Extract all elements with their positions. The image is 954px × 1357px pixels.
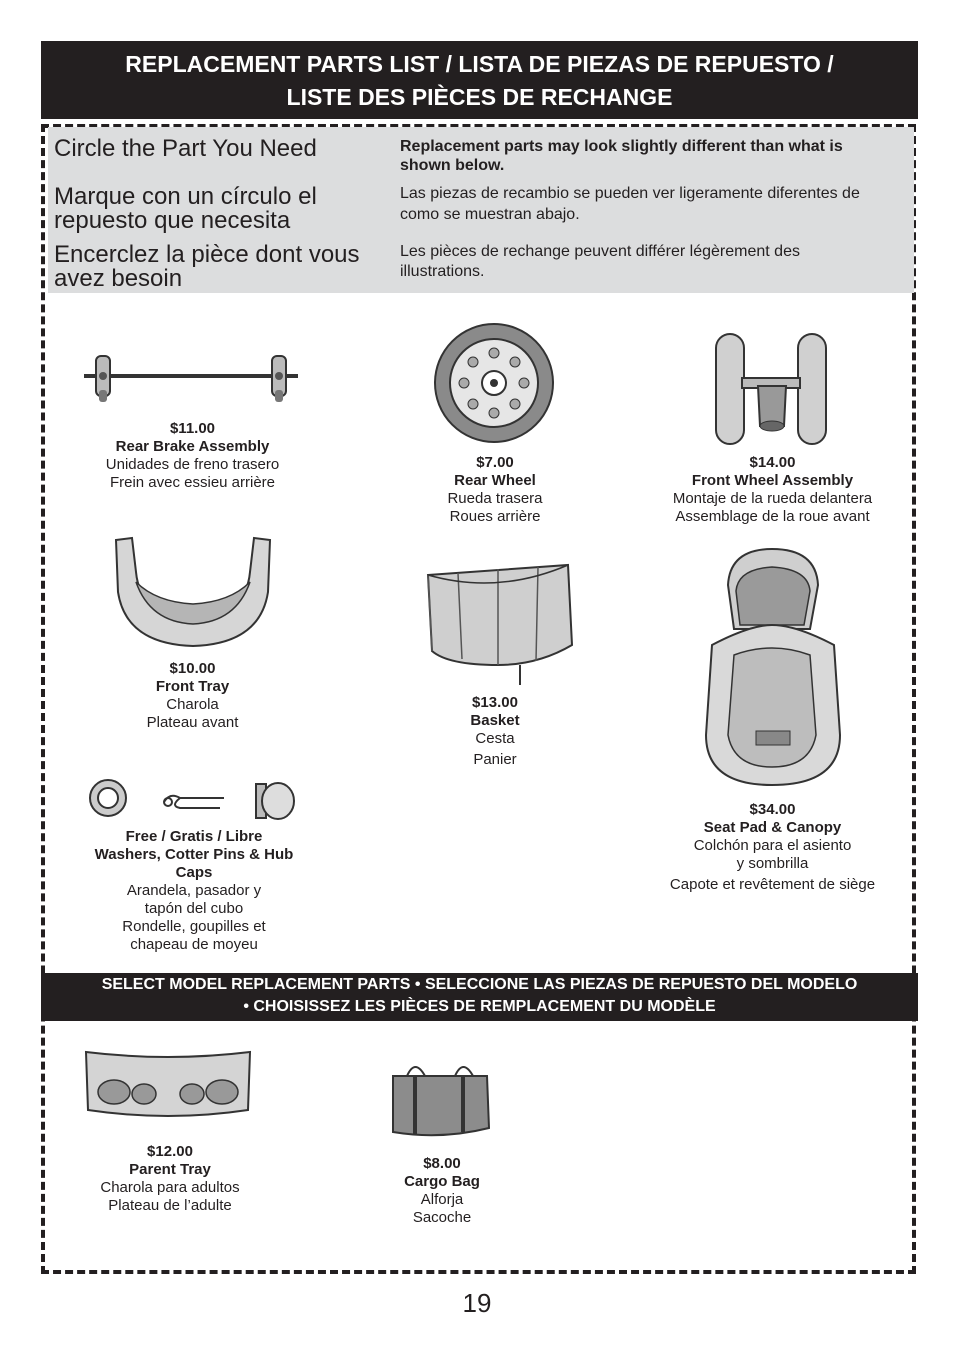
part-rear-wheel [400, 454, 590, 526]
part-name-es: Charola para adultos [100, 1179, 240, 1196]
hub-cap-icon [252, 778, 298, 824]
page-title-bar [41, 41, 918, 119]
part-name-es: Montaje de la rueda delantera [672, 490, 873, 507]
part-name-fr: Plateau de l’adulte [108, 1197, 232, 1214]
part-washers [90, 828, 298, 954]
washer-icon [88, 778, 128, 818]
basket-icon [418, 555, 578, 690]
part-name: Front Wheel Assembly [691, 472, 854, 489]
part-name: Seat Pad & Canopy [703, 819, 842, 836]
part-name-es-1: Arandela, pasador y [126, 882, 262, 899]
part-name-1: Washers, Cotter Pins & Hub [94, 846, 294, 863]
part-basket [430, 694, 560, 769]
front-wheel-icon [712, 330, 832, 448]
cotter-pin-icon [160, 790, 230, 814]
select-model-line-1: SELECT MODEL REPLACEMENT PARTS • SELECCIONE LAS PIEZAS DE REPUESTO DEL MODELO [101, 976, 858, 993]
part-name: Rear Wheel [454, 472, 536, 489]
part-name: Front Tray [155, 678, 230, 695]
note-en-1: Replacement parts may look slightly different than what is [400, 138, 843, 155]
part-price: Free / Gratis / Libre [125, 828, 263, 845]
part-parent-tray [90, 1143, 250, 1215]
instruction-es-1: Marque con un círculo el [54, 183, 317, 210]
part-price: $8.00 [423, 1155, 461, 1172]
part-name-fr-1: Rondelle, goupilles et [122, 918, 266, 935]
page-title-line-2: LISTE DES PIÈCES DE RECHANGE [286, 84, 673, 110]
parent-tray-icon [80, 1048, 256, 1120]
cargo-bag-icon [385, 1058, 495, 1140]
part-name-fr: Capote et revêtement de siège [669, 876, 876, 893]
part-price: $11.00 [169, 420, 216, 437]
part-price: $34.00 [749, 801, 796, 818]
part-name-fr: Frein avec essieu arrière [109, 474, 276, 491]
part-price: $13.00 [472, 694, 518, 711]
instruction-en: Circle the Part You Need [54, 135, 317, 162]
select-model-bar [41, 973, 918, 1021]
part-name-fr: Plateau avant [146, 714, 239, 731]
instruction-fr-1: Encerclez la pièce dont vous [54, 241, 360, 268]
part-name-es: Charola [166, 696, 219, 713]
part-name-es: Alforja [420, 1191, 464, 1208]
part-name: Rear Brake Assembly [115, 438, 270, 455]
note-en-2: shown below. [400, 157, 505, 174]
part-name-es-2: tapón del cubo [144, 900, 244, 917]
page-title-line-1: REPLACEMENT PARTS LIST / LISTA DE PIEZAS DE REPUESTO / [125, 51, 834, 77]
part-name: Basket [470, 712, 520, 729]
part-name-fr-2: chapeau de moyeu [130, 936, 258, 953]
part-name: Cargo Bag [404, 1173, 480, 1190]
part-name-es: Unidades de freno trasero [105, 456, 280, 473]
note-es-2: como se muestran abajo. [400, 206, 580, 223]
instruction-fr-2: avez besoin [54, 265, 183, 292]
part-name-fr: Sacoche [412, 1209, 472, 1226]
axle-icon [80, 350, 302, 406]
part-name-fr: Assemblage de la roue avant [675, 508, 870, 525]
part-name-fr: Panier [473, 751, 517, 768]
instruction-es-2: repuesto que necesita [54, 207, 291, 234]
part-name-es: Cesta [475, 730, 515, 747]
part-seat-pad [660, 801, 885, 894]
part-price: $12.00 [147, 1143, 193, 1160]
part-name-2: Caps [175, 864, 213, 881]
tray-icon [110, 532, 276, 652]
select-model-line-2: • CHOISISSEZ LES PIÈCES DE REMPLACEMENT DU MODÈLE [243, 998, 716, 1015]
part-rear-brake [90, 420, 295, 492]
part-name-es: Rueda trasera [447, 490, 543, 507]
part-price: $10.00 [169, 660, 216, 677]
note-fr-1: Les pièces de rechange peuvent différer légèrement des [400, 243, 800, 260]
note-es-1: Las piezas de recambio se pueden ver ligeramente diferentes de [400, 185, 860, 202]
part-price: $7.00 [476, 454, 514, 471]
part-name-es-1: Colchón para el asiento [693, 837, 852, 854]
part-name-es-2: y sombrilla [736, 855, 809, 872]
part-front-tray [110, 660, 275, 732]
part-front-wheel [660, 454, 885, 526]
page-number: 19 [462, 1288, 492, 1318]
part-cargo-bag [382, 1155, 502, 1227]
note-fr-2: illustrations. [400, 263, 485, 280]
wheel-icon [432, 321, 556, 445]
part-name-fr: Roues arrière [449, 508, 541, 525]
seat-pad-icon [690, 545, 855, 790]
part-name: Parent Tray [129, 1161, 211, 1178]
part-price: $14.00 [749, 454, 796, 471]
